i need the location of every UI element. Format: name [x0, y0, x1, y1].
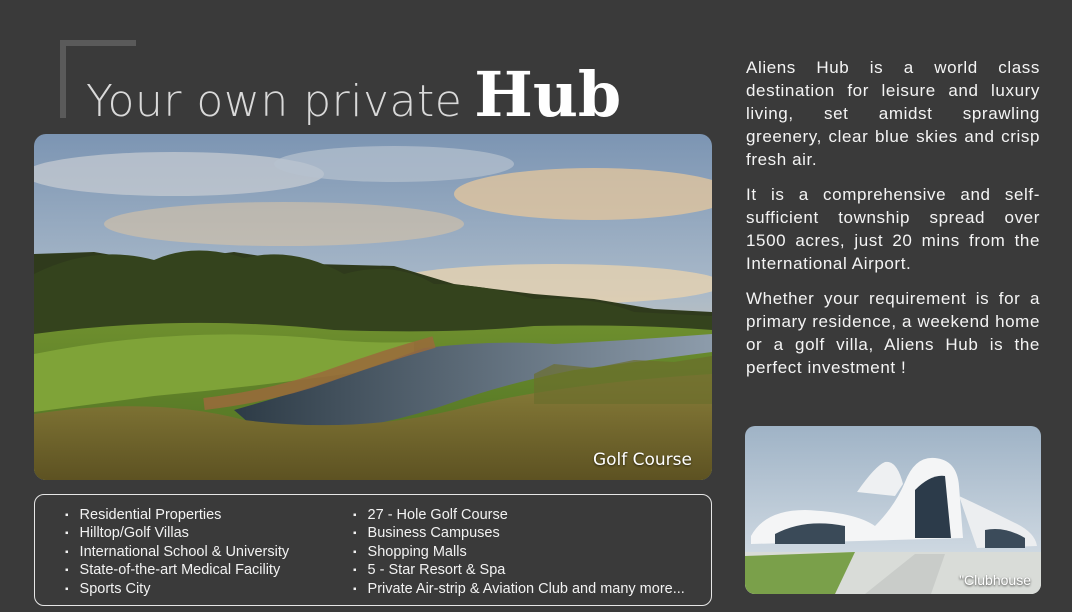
- feature-item: ▪ Private Air-strip & Aviation Club and many more...: [353, 581, 685, 599]
- description-paragraph-1: Aliens Hub is a world class destination for leisure and luxury living, set amidst sprawling greenery, clear blue skies and crisp fresh air.: [746, 58, 1040, 169]
- feature-item: ▪ Business Campuses: [353, 525, 685, 543]
- features-column-left: [65, 507, 289, 599]
- clubhouse-caption: "Clubhouse: [959, 572, 1031, 588]
- feature-item: ▪ Sports City: [65, 581, 289, 599]
- golf-course-image: [34, 134, 712, 480]
- feature-item: ▪ Shopping Malls: [353, 544, 685, 562]
- description-paragraph-2: It is a comprehensive and self-sufficient township spread over 1500 acres, just 20 mins from the International Airport.: [746, 185, 1040, 273]
- golf-course-caption: Golf Course: [592, 450, 692, 470]
- page-title-bold: Hub: [474, 58, 622, 131]
- page-title-light: Your own private: [86, 76, 463, 127]
- feature-item: ▪ 5 - Star Resort & Spa: [353, 562, 685, 580]
- feature-item: ▪ International School & University: [65, 544, 289, 562]
- feature-item: ▪ Hilltop/Golf Villas: [65, 525, 289, 543]
- description-paragraph-3: Whether your requirement is for a primary residence, a weekend home or a golf villa, Aliens Hub is the perfect investment !: [746, 289, 1040, 377]
- features-box: [34, 494, 712, 606]
- feature-item: ▪ State-of-the-art Medical Facility: [65, 562, 289, 580]
- clubhouse-image: [745, 426, 1041, 594]
- feature-item: ▪ 27 - Hole Golf Course: [353, 507, 685, 525]
- page-title: [86, 58, 621, 131]
- description-text: [746, 56, 1040, 391]
- feature-item: ▪ Residential Properties: [65, 507, 289, 525]
- features-column-right: [353, 507, 685, 599]
